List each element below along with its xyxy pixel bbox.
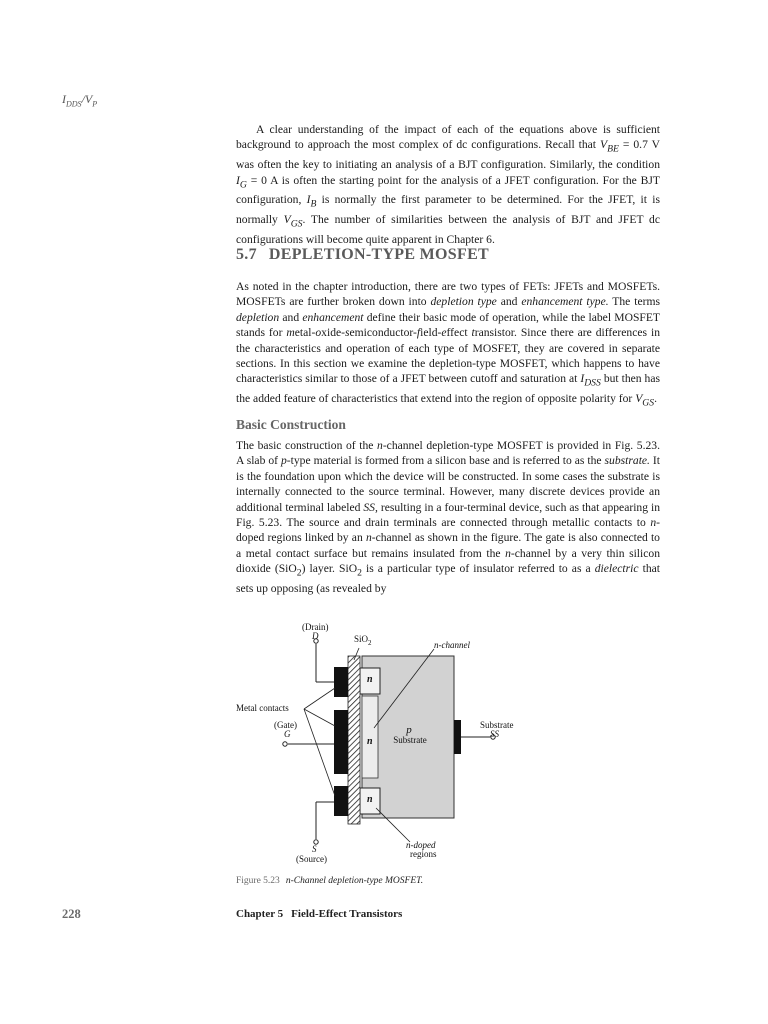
substrate-metal-contact xyxy=(454,720,461,754)
n-channel-label: n-channel xyxy=(434,640,470,650)
sio2-layer xyxy=(348,656,360,824)
running-footer: Chapter 5 Field-Effect Transistors xyxy=(236,908,403,920)
drain-metal-contact xyxy=(334,667,348,697)
metal-contacts-label: Metal contacts xyxy=(236,703,289,713)
subheading: Basic Construction xyxy=(236,417,346,432)
n-channel-region-label: n xyxy=(367,736,373,747)
drain-label: (Drain) xyxy=(302,622,329,632)
source-metal-contact xyxy=(334,786,348,816)
sio2-label: SiO$_2$ xyxy=(354,634,372,647)
mosfet-diagram xyxy=(236,616,536,878)
section-heading: 5.7 DEPLETION-TYPE MOSFET xyxy=(236,246,490,263)
source-symbol: S xyxy=(312,844,317,854)
regions-label: regions xyxy=(410,849,437,859)
source-label: (Source) xyxy=(296,854,327,864)
p-label: p xyxy=(406,724,412,736)
gate-label: (Gate) xyxy=(274,720,297,730)
paragraph-jfet-summary: A clear understanding of the impact of each of the equations above is sufficient background to approach the most complex of dc configurations. Recall that $V_{BE} = 0.7$ V was often the key to initiating an analysis of a BJT configuration. Similarly, the condition $I_G = 0$ A is often the starting point for the analysis of a JFET configuration. For the BJT configuration, $I_B$ is normally the first parameter to be determined. For the JFET, it is normally $V_{GS}$. The number of similarities between the analysis of BJT and JFET dc configurations will become quite apparent in Chapter 6. xyxy=(236,123,661,246)
n-bottom-label: n xyxy=(367,794,373,805)
substrate-label: Substrate xyxy=(393,735,427,745)
n-top-label: n xyxy=(367,674,373,685)
gate-metal-contact xyxy=(334,710,348,774)
page-number: 228 xyxy=(62,907,81,921)
mosfet-figure xyxy=(236,616,536,878)
drain-symbol: D xyxy=(312,631,319,641)
gate-symbol: G xyxy=(284,729,291,739)
ss-label: Substrate xyxy=(480,720,514,730)
figure-caption: Figure 5.23 n-Channel depletion-type MOSFET. xyxy=(236,876,424,886)
n-doped-label: n-doped xyxy=(406,840,436,850)
paragraph-basic-construction: The basic construction of the n-channel depletion-type MOSFET is provided in Fig. 5.23. A slab of p-type material is formed from a silicon base and is referred to as the substrate. It is the foundation upon which the device will be constructed. In some cases the substrate is internally connected to the source terminal. However, many discrete devices provide an additional terminal labeled SS, resulting in a four-terminal device, such as that appearing in Fig. 5.23. The source and drain terminals are connected through metallic contacts to n-doped regions linked by an n-channel as shown in the figure. The gate is also connected to a metal contact surface but remains insulated from the n-channel by a very thin silicon dioxide (SiO$_2$) layer. SiO$_2$ is a particular type of insulator referred to as a dielectric that sets up opposing (as revealed by xyxy=(236,439,661,595)
paragraph-mosfet-intro: As noted in the chapter introduction, there are two types of FETs: JFETs and MOSFETs. MOSFETs are further broken down into depletion type and enhancement type. The terms depletion and enhancement define their basic mode of operation, while the label MOSFET stands for metal-oxide-semiconductor-field-effect transistor. Since there are differences in the characteristics and operation of each type of MOSFET, they are covered in separate sections. In this section we examine the depletion-type MOSFET, which happens to have characteristics similar to those of a JFET between cutoff and saturation at $I_{DSS}$ but then has the added feature of characteristics that extend into the region of opposite polarity for $V_{GS}$. xyxy=(236,280,661,409)
ss-symbol: SS xyxy=(490,729,499,739)
margin-note: $I_{DDS}/V_P$ xyxy=(62,92,98,109)
